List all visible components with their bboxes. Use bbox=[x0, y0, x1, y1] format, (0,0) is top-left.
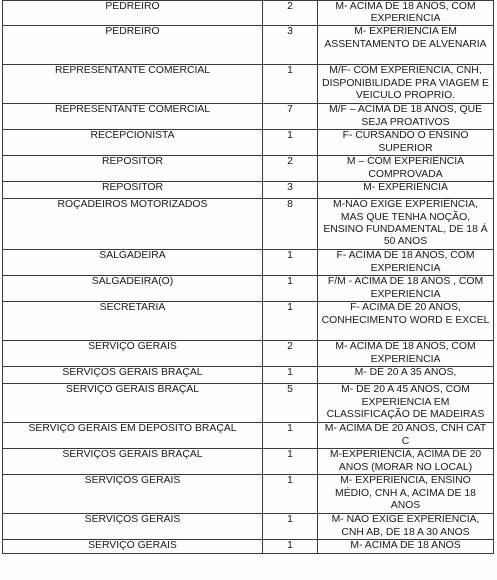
vacancy-count-cell: 3 bbox=[263, 182, 318, 199]
job-title-cell: SERVIÇOS GERAIS BRAÇAL bbox=[3, 449, 263, 475]
vacancy-count-cell: 1 bbox=[263, 475, 318, 514]
vacancy-count-cell: 2 bbox=[263, 341, 318, 367]
job-title-cell: RECEPCIONISTA bbox=[3, 130, 263, 156]
table-row bbox=[3, 540, 494, 553]
table-row bbox=[3, 1, 494, 26]
table-row bbox=[3, 65, 494, 104]
requirements-cell: M- EXPERIENCIA, ENSINO MÉDIO, CNH A, ACIMA DE 18 ANOS bbox=[318, 475, 494, 514]
requirements-cell: M-NÃO EXIGE EXPERIÊNCIA, MAS QUE TENHA NOÇÃO, ENSINO FUNDAMENTAL, DE 18 Á 50 ANOS bbox=[318, 199, 494, 250]
job-title-cell: SERVIÇOS GERAIS bbox=[3, 514, 263, 540]
requirements-cell: M- ACIMA DE 18 ANOS, COM EXPERIENCIA bbox=[318, 1, 494, 26]
job-title-cell: SERVIÇO GERAIS EM DEPOSITO BRAÇAL bbox=[3, 423, 263, 449]
vacancy-count-cell: 1 bbox=[263, 423, 318, 449]
vacancy-count-cell: 2 bbox=[263, 156, 318, 182]
table-row bbox=[3, 130, 494, 156]
vacancy-count-cell: 1 bbox=[263, 449, 318, 475]
job-listing-table bbox=[2, 0, 494, 554]
vacancy-count-cell: 7 bbox=[263, 104, 318, 130]
table-row bbox=[3, 423, 494, 449]
table-row bbox=[3, 276, 494, 302]
job-title-cell: REPRESENTANTE COMERCIAL bbox=[3, 104, 263, 130]
job-title-cell: SERVIÇO GERAIS BRAÇAL bbox=[3, 384, 263, 423]
job-title-cell: REPRESENTANTE COMERCIAL bbox=[3, 65, 263, 104]
requirements-cell: M- EXPERIÊNCIA bbox=[318, 182, 494, 199]
job-listing-rows bbox=[3, 1, 494, 554]
job-title-cell: PEDREIRO bbox=[3, 26, 263, 65]
table-row bbox=[3, 26, 494, 65]
vacancy-count-cell: 1 bbox=[263, 276, 318, 302]
table-row bbox=[3, 156, 494, 182]
requirements-cell: M- DE 20 A 45 ANOS, COM EXPERIENCIA EM CLASSIFICAÇÃO DE MADEIRAS bbox=[318, 384, 494, 423]
table-row bbox=[3, 475, 494, 514]
job-title-cell: SERVIÇOS GERAIS BRAÇAL bbox=[3, 367, 263, 384]
requirements-cell: M- ACIMA DE 18 ANOS, COM EXPERIENCIA bbox=[318, 341, 494, 367]
table-row bbox=[3, 250, 494, 276]
requirements-cell: M/F- COM EXPERIÊNCIA, CNH, DISPONIBILIDADE PRA VIAGEM E VEICULO PROPRIO. bbox=[318, 65, 494, 104]
requirements-cell: F/M - ACIMA DE 18 ANOS , COM EXPERIENCIA bbox=[318, 276, 494, 302]
job-title-cell: ROÇADEIROS MOTORIZADOS bbox=[3, 199, 263, 250]
requirements-cell: F- ACIMA DE 18 ANOS, COM EXPERIENCIA bbox=[318, 250, 494, 276]
vacancy-count-cell: 8 bbox=[263, 199, 318, 250]
table-row bbox=[3, 182, 494, 199]
requirements-cell: M- NÃO EXIGE EXPERIÊNCIA, CNH AB, DE 18 A 30 ANOS bbox=[318, 514, 494, 540]
job-title-cell: PEDREIRO bbox=[3, 1, 263, 26]
table-row bbox=[3, 199, 494, 250]
vacancy-count-cell: 1 bbox=[263, 302, 318, 341]
vacancy-count-cell: 1 bbox=[263, 250, 318, 276]
vacancy-count-cell: 1 bbox=[263, 367, 318, 384]
vacancy-count-cell: 1 bbox=[263, 540, 318, 553]
requirements-cell: M – COM EXPERIÊNCIA COMPROVADA bbox=[318, 156, 494, 182]
table-row bbox=[3, 367, 494, 384]
requirements-cell: F- CURSANDO O ENSINO SUPERIOR bbox=[318, 130, 494, 156]
requirements-cell: F- ACIMA DE 20 ANOS, CONHECIMENTO WORD E EXCEL bbox=[318, 302, 494, 341]
requirements-cell: M- ACIMA DE 20 ANOS, CNH CAT C bbox=[318, 423, 494, 449]
requirements-cell: M- DE 20 A 35 ANOS, bbox=[318, 367, 494, 384]
vacancy-count-cell: 1 bbox=[263, 130, 318, 156]
requirements-cell: M- EXPERIENCIA EM ASSENTAMENTO DE ALVENARIA bbox=[318, 26, 494, 65]
requirements-cell: M/F – ACIMA DE 18 ANOS, QUE SEJA PROATIVOS bbox=[318, 104, 494, 130]
table-row bbox=[3, 341, 494, 367]
requirements-cell: M- ACIMA DE 18 ANOS bbox=[318, 540, 494, 553]
job-title-cell: SERVIÇO GERAIS bbox=[3, 540, 263, 553]
table-row bbox=[3, 302, 494, 341]
table-row bbox=[3, 514, 494, 540]
job-title-cell: REPOSITOR bbox=[3, 182, 263, 199]
requirements-cell: M-EXPERIÊNCIA, ACIMA DE 20 ANOS (MORAR NO LOCAL) bbox=[318, 449, 494, 475]
vacancy-count-cell: 1 bbox=[263, 65, 318, 104]
table-row bbox=[3, 384, 494, 423]
job-title-cell: SALGADEIRA bbox=[3, 250, 263, 276]
vacancy-count-cell: 2 bbox=[263, 1, 318, 26]
job-title-cell: REPOSITOR bbox=[3, 156, 263, 182]
vacancy-count-cell: 5 bbox=[263, 384, 318, 423]
table-row bbox=[3, 449, 494, 475]
vacancy-count-cell: 1 bbox=[263, 514, 318, 540]
job-title-cell: SECRETARIA bbox=[3, 302, 263, 341]
job-title-cell: SALGADEIRA(O) bbox=[3, 276, 263, 302]
job-title-cell: SERVIÇO GERAIS bbox=[3, 341, 263, 367]
table-row bbox=[3, 104, 494, 130]
vacancy-count-cell: 3 bbox=[263, 26, 318, 65]
job-title-cell: SERVIÇOS GERAIS bbox=[3, 475, 263, 514]
